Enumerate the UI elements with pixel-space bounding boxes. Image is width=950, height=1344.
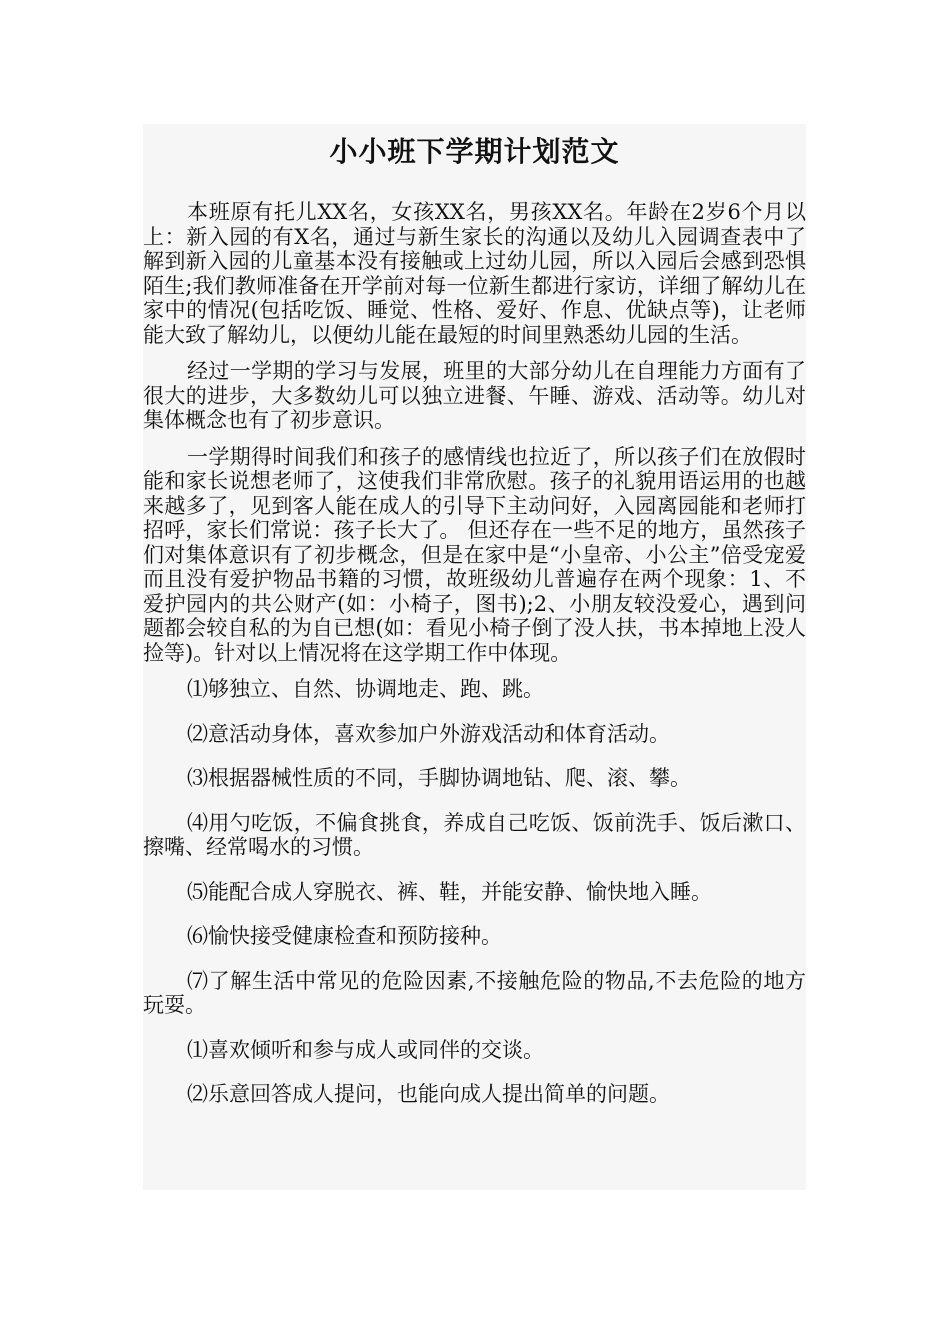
goal-item: ⑴喜欢倾听和参与成人或同伴的交谈。: [187, 1037, 544, 1062]
goal-item: ⑹愉快接受健康检查和预防接种。: [187, 924, 502, 948]
goal-item: ⑸能配合成人穿脱衣、裤、鞋，并能安静、愉快地入睡。: [187, 879, 712, 904]
document-body: [143, 200, 806, 1107]
goal-item: ⑴够独立、自然、协调地走、跑、跳。: [187, 677, 544, 701]
goal-item: ⑵乐意回答成人提问，也能向成人提出简单的问题。: [187, 1082, 670, 1106]
goal-item: ⑵意活动身体，喜欢参加户外游戏活动和体育活动。: [187, 721, 670, 746]
paragraph-progress: 经过一学期的学习与发展，班里的大部分幼儿在自理能力方面有了很大的进步，大多数幼儿可以独立进餐、午睡、游戏、活动等。幼儿对集体概念也有了初步意识。: [143, 359, 806, 432]
document-title: 小小班下学期计划范文: [329, 135, 620, 168]
goal-item: ⑷用勺吃饭，不偏食挑食，养成自己吃饭、饭前洗手、饭后漱口、擦嘴、经常喝水的习惯。: [143, 810, 806, 859]
goal-item: ⑺了解生活中常见的危险因素,不接触危险的物品,不去危险的地方玩耍。: [143, 968, 806, 1017]
paragraph-intro: 本班原有托儿XX名，女孩XX名，男孩XX名。年龄在2岁6个月以上：新入园的有X名，通过与新生家长的沟通以及幼儿入园调查表中了解到新入园的儿童基本没有接触或上过幼儿园，所以入园后会感到恐惧陌生;我们教师准备在开学前对每一位新生都进行家访，详细了解幼儿在家中的情况(包括吃饭、睡觉、性格、爱好、作息、优缺点等)，让老师能大致了解幼儿，以便幼儿能在最短的时间里熟悉幼儿园的生活。: [143, 200, 806, 347]
goal-item: ⑶根据器械性质的不同，手脚协调地钻、爬、滚、攀。: [187, 766, 691, 790]
document-page: [143, 124, 806, 1190]
paragraph-issues: 一学期得时间我们和孩子的感情线也拉近了，所以孩子们在放假时能和家长说想老师了，这使我们非常欣慰。孩子的礼貌用语运用的也越来越多了，见到客人能在成人的引导下主动问好，入园离园能和老师打招呼，家长们常说：孩子长大了。 但还存在一些不足的地方，虽然孩子们对集体意识有了初步概念，但是在家中是“小皇帝、小公主”倍受宠爱而且没有爱护物品书籍的习惯，故班级幼儿普遍存在两个现象：1、不爱护园内的共公财产(如：小椅子，图书);2、小朋友较没爱心，遇到问题都会较自私的为自已想(如：看见小椅子倒了没人扶，书本掉地上没人捡等)。针对以上情况将在这学期工作中体现。: [143, 444, 806, 665]
